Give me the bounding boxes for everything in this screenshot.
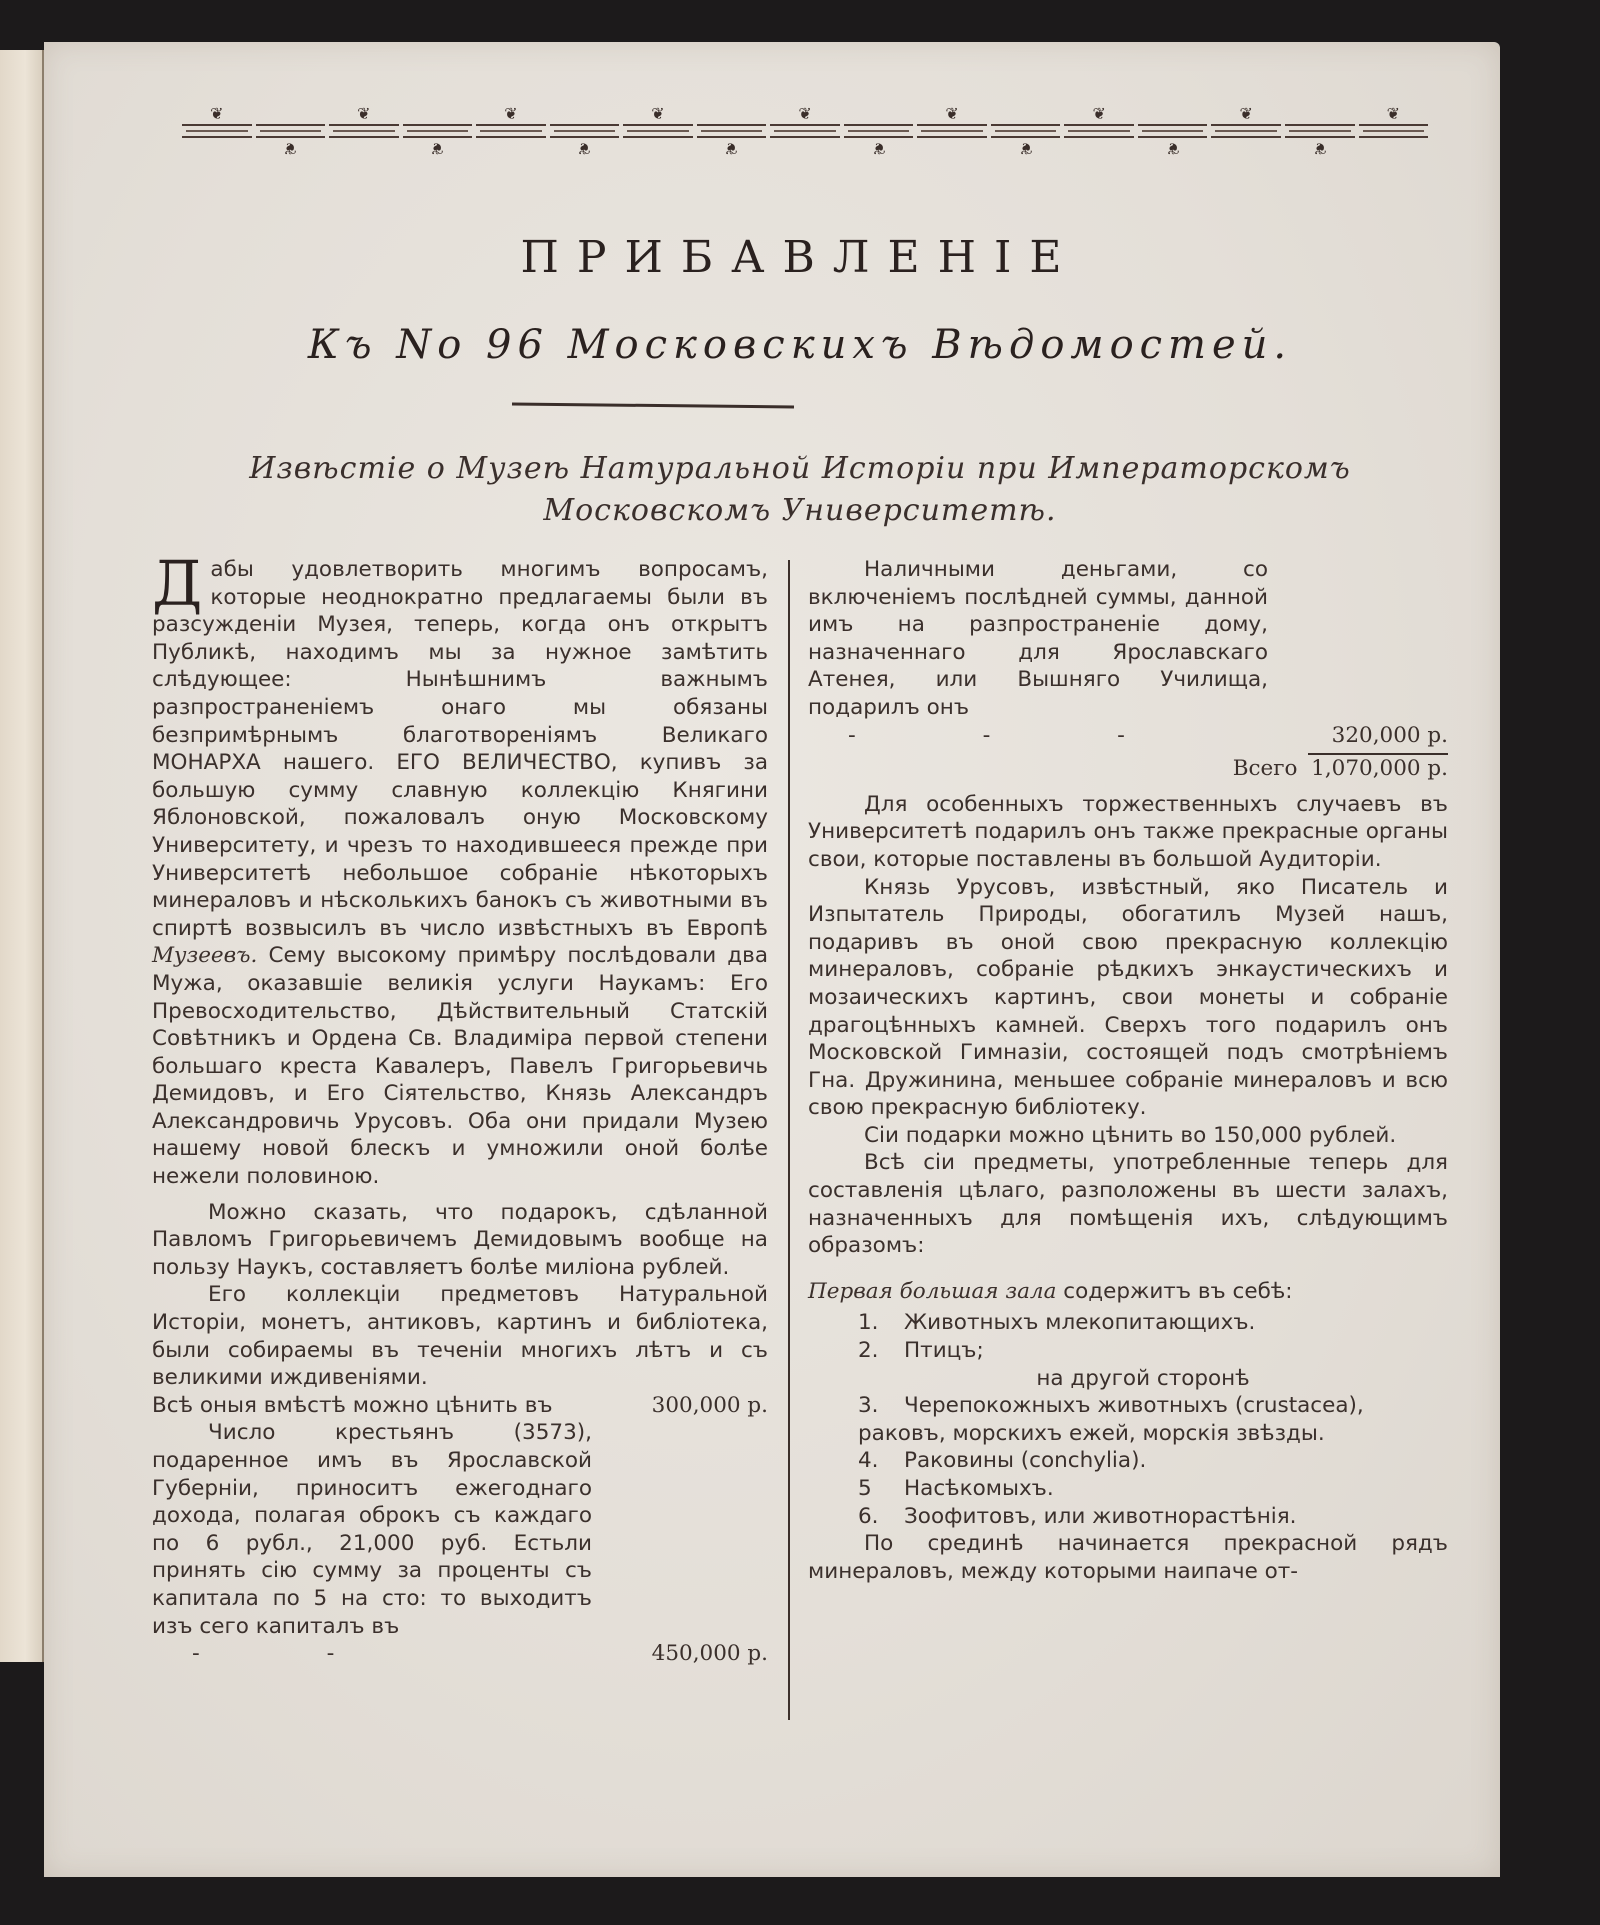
capital-amount: 450,000 р. — [651, 1641, 768, 1667]
paragraph-urusov: Князь Урусовъ, извѣстный, яко Писатель и Изпытатель Природы, обогатилъ Музей нашъ, подаривъ въ оной свою прекрасную коллекцію минераловъ, собраніе рѣдкихъ энкаустическихъ и мозаическихъ картинъ, свои монеты и собраніе драгоцѣнныхъ камней. Сверхъ того подарилъ онъ Московской Гимназіи, состоящей подъ смотрѣніемъ Гна. Дружинина, меньшее собраніе минераловъ и всю свою прекрасную библіотеку. — [808, 874, 1448, 1121]
right-column — [808, 556, 1448, 1585]
list-item: 2. Птицъ; — [858, 1338, 984, 1364]
total-row — [808, 755, 1448, 783]
valuation-row: Всѣ оныя вмѣстѣ можно цѣнить въ 300,000 р. — [152, 1392, 768, 1418]
total-label: Всего — [1232, 756, 1298, 782]
paragraph-cash: Наличными деньгами, со включеніемъ послѣдней суммы, данной имъ на разпространеніе дому, назначеннаго для Ярославскаго Атенея, или Вышняго Училища, подарилъ онъ — [808, 557, 1268, 720]
first-hall-heading: Первая большая зала содержитъ въ себѣ: — [808, 1278, 1293, 1304]
paragraph-intro: Дабы удовлетворить многимъ вопросамъ, которые неоднократно предлагаемы были въ разсужденіи Музея, теперь, когда онъ открытъ Публикѣ, находимъ мы за нужное замѣтить слѣдующее: Нынѣшнимъ важнымъ разпространеніемъ онаго мы обязаны безпримѣрнымъ благотвореніямъ Великаго МОНАРХА нашего. ЕГО ВЕЛИЧЕСТВО, купивъ за большую сумму славную коллекцію Княгини Яблоновской, пожаловалъ оную Московскому Университету, и чрезъ то находившееся прежде при Университетѣ небольшое собраніе нѣкоторыхъ минераловъ и нѣсколькихъ банокъ съ животными въ спиртѣ возвысилъ въ число извѣстныхъ въ Европѣ Музеевъ. Сему высокому примѣру послѣдовали два Мужа, оказавшіе великія услуги Наукамъ: Его Превосходительство, Дѣйствительный Статскій Совѣтникъ и Ордена Св. Владиміра первой степени большаго креста Кавалеръ, Павелъ Григорьевичь Демидовъ, и Его Сіятельство, Князь Александръ Александровичь Урусовъ. Оба они придали Музею нашему новой блескъ и умножили оной болѣе нежели половиною. — [152, 547, 768, 1190]
paragraph-urusov-value: Сіи подарки можно цѣнить во 150,000 рублей. — [864, 1122, 1397, 1148]
column-divider — [788, 560, 790, 1720]
list-item: 4. Раковины (conchylia). — [858, 1448, 1147, 1474]
list-item: 1. Животныхъ млекопитающихъ. — [858, 1310, 1256, 1336]
decorative-border-ornament — [180, 108, 1430, 154]
paragraph-organs: Для особенныхъ торжественныхъ случаевъ въ Университетѣ подарилъ онъ также прекрасные органы свои, которые поставлены въ большой Аудиторіи. — [808, 791, 1448, 872]
list-item: 5 Насѣкомыхъ. — [858, 1476, 1054, 1501]
left-column — [152, 547, 768, 1668]
paragraph-demidov-gift: Можно сказать, что подарокъ, сдѣланной Павломъ Григорьевичемъ Демидовымъ вообще на пользу Наукъ, составляетъ болѣе миліона рублей. — [152, 1199, 768, 1280]
page-subtitle: Къ No 96 Московскихъ Вѣдомостей. — [307, 322, 1293, 368]
cash-row: - - - 320,000 р. — [848, 722, 1448, 748]
paragraph-collections: Его коллекціи предметовъ Натуральной Исторіи, монетъ, антиковъ, картинъ и библіотека, были собираемы въ теченіи многихъ лѣтъ и съ великими иждивеніями. — [152, 1282, 768, 1391]
article-heading-line-2: Московскомъ Университетѣ. — [543, 493, 1057, 528]
paragraph-peasants: Число крестьянъ (3573), подаренное имъ въ Ярославской Губерніи, приноситъ ежегоднаго дохода, полагая оброкъ съ каждаго по 6 рубл., 21,000 руб. Естьли принять сію сумму за проценты съ капитала по 5 на сто: то выходитъ изъ сего капиталъ въ — [152, 1420, 592, 1639]
article-heading-line-1: Извѣстіе о Музеѣ Натуральной Исторіи при Императорскомъ — [249, 451, 1351, 486]
list-item: 6. Зоофитовъ, или животнорастѣнія. — [858, 1503, 1297, 1529]
cash-amount: 320,000 р. — [1331, 722, 1448, 748]
valuation-amount: 300,000 р. — [651, 1392, 768, 1418]
paragraph-halls: Всѣ сіи предметы, употребленные теперь для составленія цѣлаго, разположены въ шести залахъ, назначенныхъ для помѣщенія ихъ, слѣдующимъ образомъ: — [808, 1150, 1448, 1259]
article-heading — [200, 448, 1400, 532]
capital-row: - - 450,000 р. — [192, 1641, 768, 1667]
list-item: 3. Черепокожныхъ животныхъ (crustacea), раковъ, морскихъ ежей, морскія звѣзды. — [858, 1393, 1364, 1446]
paragraph-minerals: По срединѣ начинается прекрасной рядъ минераловъ, между которыми наипаче от- — [808, 1531, 1448, 1584]
total-amount: 1,070,000 р. — [1311, 756, 1448, 782]
page-title: ПРИБАВЛЕНІЕ — [520, 232, 1080, 283]
drop-cap: Д — [152, 547, 203, 620]
facing-page-edge — [0, 50, 44, 1662]
other-side-note: на другой сторонѣ — [1036, 1365, 1250, 1391]
